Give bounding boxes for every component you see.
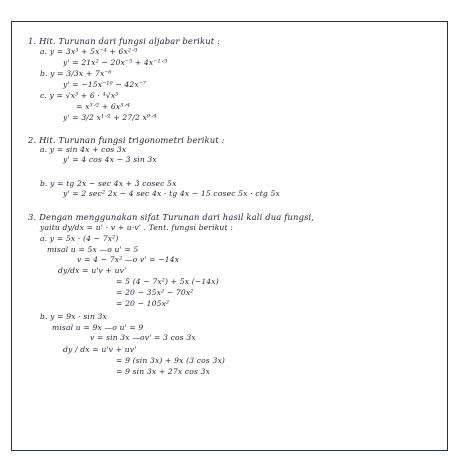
q3b-misal-u: misal u = 9x —o u' = 9 <box>52 323 144 332</box>
q3b-result: = 9 sin 3x + 27x cos 3x <box>116 367 211 376</box>
q3b-misal-v: v = sin 3x —ov' = 3 cos 3x <box>90 333 196 342</box>
question-2-heading: 2. Hit. Turunan fungsi trigonometri berikut : <box>28 135 225 145</box>
q3b-step-1: = 9 (sin 3x) + 9x (3 cos 3x) <box>116 356 226 365</box>
q3a-step-1: = 5 (4 − 7x²) + 5x (−14x) <box>116 277 219 286</box>
q2b-equation: b. y = tg 2x − sec 4x + 3 cosec 5x <box>40 179 177 188</box>
q3a-misal-v: v = 4 − 7x² —o v' = −14x <box>77 255 180 264</box>
q1a-equation: a. y = 3x³ + 5x⁻⁴ + 6x²ᐟ³ <box>40 47 138 56</box>
q1c-derivative: y' = 3/2 x¹ᐟ² + 27/2 x⁹ᐟ⁴ <box>63 113 157 122</box>
question-3-heading: 3. Dengan menggunakan sifat Turunan dari hasil kali dua fungsi, <box>28 212 315 222</box>
q3a-equation: a. y = 5x · (4 − 7x²) <box>40 234 119 243</box>
q1b-equation: b. y = 3/3x + 7x⁻⁶ <box>40 69 112 78</box>
q3b-dydx-formula: dy / dx = u'v + uv' <box>63 345 137 354</box>
q1a-derivative: y' = 21x² − 20x⁻⁵ + 4x⁻¹ᐟ³ <box>63 58 168 67</box>
q1b-derivative: y' = −15x⁻¹⁰ − 42x⁻⁷ <box>63 80 147 89</box>
q3a-result: = 20 − 105x² <box>116 299 170 308</box>
question-1-heading: 1. Hit. Turunan dari fungsi aljabar berikut : <box>28 36 221 46</box>
q2b-derivative: y' = 2 sec² 2x − 4 sec 4x · tg 4x − 15 cosec 5x · ctg 5x <box>63 189 280 198</box>
q1c-equation: c. y = √x³ + 6 · ⁴√x⁵ <box>40 91 119 100</box>
q3b-equation: b. y = 9x · sin 3x <box>40 312 107 321</box>
q3a-step-2: = 20 − 35x² − 70x² <box>116 288 194 297</box>
q3a-misal-u: misal u = 5x —o u' = 5 <box>47 245 139 254</box>
product-rule-line: yaitu dy/dx = u' · v + u·v' . Tent. fungsi berikut : <box>40 223 233 232</box>
q1c-simplified: = x³ᐟ² + 6x⁵ᐟ⁴ <box>76 102 131 111</box>
q3a-dydx-formula: dy/dx = u'v + uv' <box>58 266 127 275</box>
q2a-equation: a. y = sin 4x + cos 3x <box>40 145 127 154</box>
q2a-derivative: y' = 4 cos 4x − 3 sin 3x <box>63 155 157 164</box>
